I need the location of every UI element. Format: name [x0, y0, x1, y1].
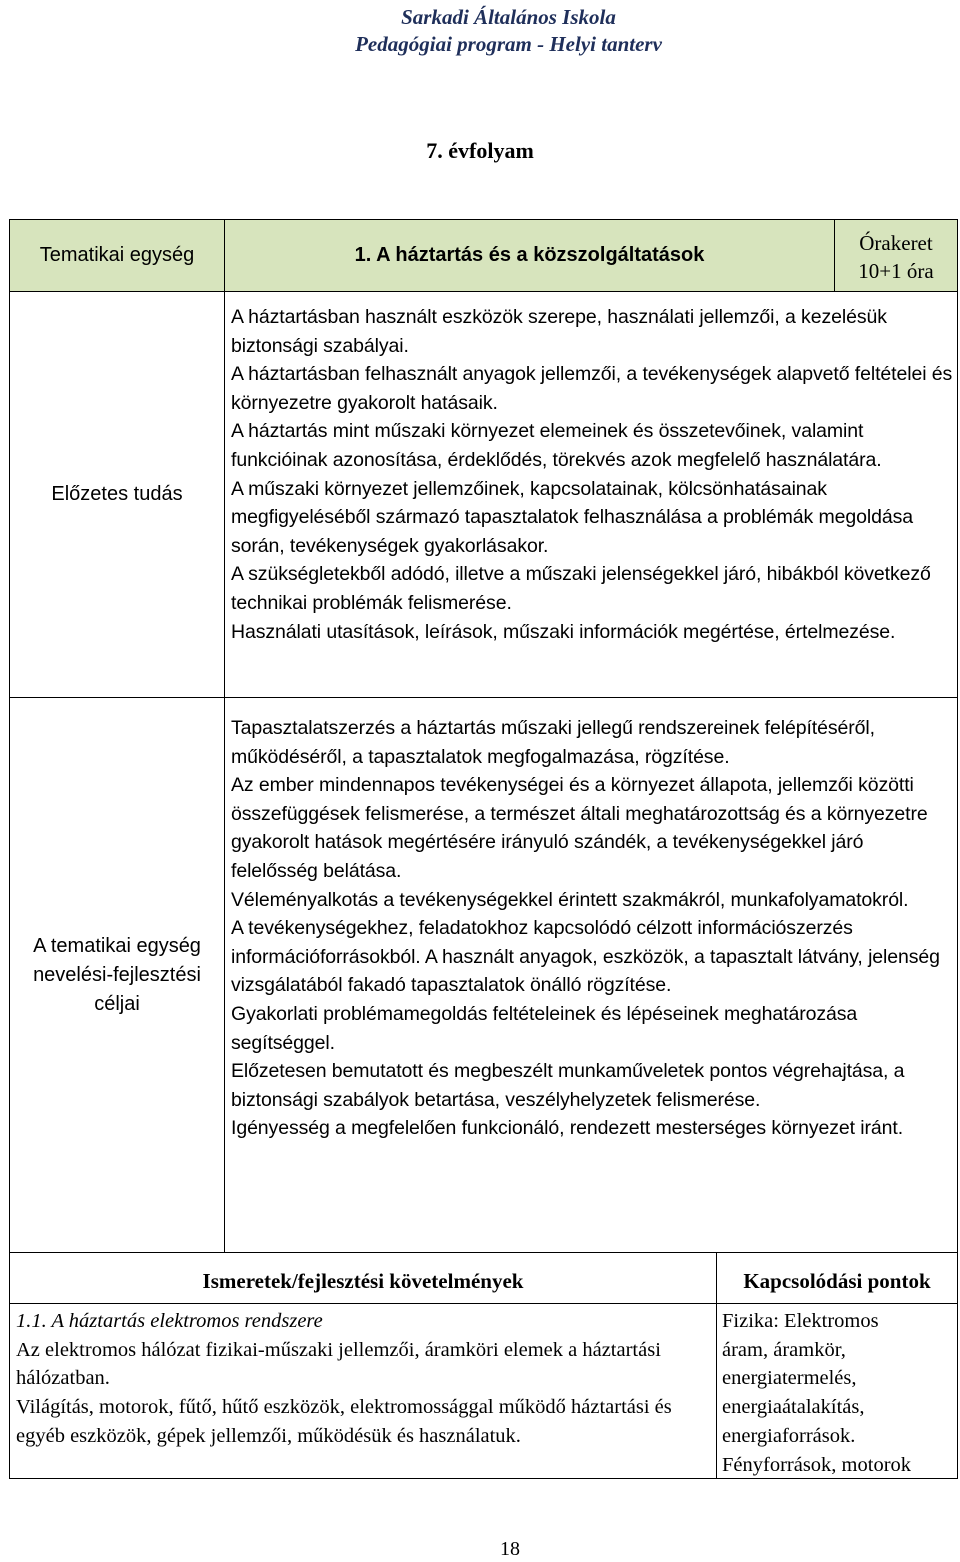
connections-header-cell — [717, 1264, 957, 1298]
page-number: 18 — [500, 1538, 520, 1560]
prior-knowledge-paragraph: Használati utasítások, leírások, műszaki információk megértése, értelmezése. — [231, 620, 896, 643]
grade-title: 7. évfolyam — [426, 138, 534, 163]
goals-label-line: céljai — [94, 993, 140, 1015]
goals-paragraph: Igényesség a megfelelően funkcionáló, rendezett mesterséges környezet iránt. — [231, 1117, 904, 1140]
connections-line: energiatermelés, — [722, 1367, 857, 1390]
connections-line: áram, áramkör, — [722, 1338, 846, 1361]
goals-label-line: A tematikai egység — [33, 935, 201, 957]
goals-paragraph: A tevékenységekhez, feladatokhoz kapcsolódó célzott információszerzés információforrásokból. A használt anyagok, eszközök, a tapasztalt látvány, jelenség vizsgálatából fakadó tapasztalatok önálló rögzítése. — [231, 917, 940, 997]
prior-knowledge-label: Előzetes tudás — [51, 483, 183, 505]
goals-paragraph: Tapasztalatszerzés a háztartás műszaki jellegű rendszereinek felépítéséről, működéséről, a tapasztalatok megfogalmazása, rögzítése. — [231, 717, 875, 768]
connections-line: Fizika: Elektromos — [722, 1310, 879, 1332]
unit-label: Tematikai egység — [39, 244, 195, 266]
column-divider — [224, 220, 225, 1252]
prior-knowledge-paragraph: A háztartásban használt eszközök szerepe, használati jellemzői, a kezelésük biztonsági szabályai. — [231, 306, 887, 357]
hours-label: Órakeret — [859, 230, 933, 255]
requirements-content — [16, 1307, 708, 1451]
requirements-table — [9, 1252, 958, 1479]
goals-paragraph: Gyakorlati problémamegoldás feltételeinek és lépéseinek meghatározása segítséggel. — [231, 1002, 858, 1054]
curriculum-table — [9, 219, 958, 1253]
prior-knowledge-paragraph: A műszaki környezet jellemzőinek, kapcsolatainak, kölcsönhatásainak megfigyeléséből származó tapasztalatok felhasználása a problémák megoldása során, tevékenységek gyakorlásakor. — [231, 477, 913, 557]
connections-header: Kapcsolódási pontok — [743, 1268, 931, 1293]
prior-knowledge-paragraph: A háztartás mint műszaki környezet elemeinek és összetevőinek, valamint funkcióinak azonosítása, érdeklődés, törekvés azok megfelelő használatára. — [231, 420, 882, 471]
program-title: Pedagógiai program - Helyi tanterv — [355, 32, 662, 56]
prior-knowledge-paragraph: A háztartásban felhasznált anyagok jellemzői, a tevékenységek alapvető feltételei és környezetre gyakorolt hatásaik. — [231, 363, 953, 414]
connections-content — [722, 1307, 956, 1479]
requirements-paragraph: Világítás, motorok, fűtő, hűtő eszközök, elektromossággal működő háztartási és egyéb eszközök, gépek jellemzői, működésük és használatuk. — [16, 1396, 672, 1447]
requirements-paragraph: Az elektromos hálózat fizikai-műszaki jellemzői, áramköri elemek a háztartási hálózatban. — [16, 1338, 661, 1390]
hours-cell — [835, 222, 957, 291]
goals-paragraph: Az ember mindennapos tevékenységei és a környezet állapota, jellemzői közötti összefüggések felismerése, a természet általi meghatározottság és a környezetre gyakorolt hatások megértésére irányuló szándék, a tevékenységekkel járó felelősség belátása. — [231, 774, 928, 882]
goals-paragraph: Véleményalkotás a tevékenységekkel érintett szakmákról, munkafolyamatokról. — [231, 888, 909, 911]
unit-title-cell — [225, 220, 834, 291]
school-name: Sarkadi Általános Iskola — [401, 5, 616, 29]
goals-label-cell — [10, 698, 224, 1253]
row-divider — [10, 1303, 957, 1304]
prior-knowledge-label-cell — [10, 292, 224, 697]
prior-knowledge-paragraph: A szükségletekből adódó, illetve a műszaki jelenségekkel járó, hibákból következő technikai problémák felismerése. — [231, 563, 931, 614]
connections-line: energiaforrások. — [722, 1424, 856, 1447]
prior-knowledge-content — [231, 303, 953, 646]
hours-value: 10+1 óra — [858, 258, 934, 283]
connections-line: Fényforrások, motorok — [722, 1453, 912, 1476]
document-header — [0, 4, 960, 58]
section-title: 1.1. A háztartás elektromos rendszere — [16, 1310, 323, 1332]
unit-title: 1. A háztartás és a közszolgáltatások — [354, 244, 705, 266]
connections-line: energiaátalakítás, — [722, 1396, 865, 1419]
goals-paragraph: Előzetesen bemutatott és megbeszélt munkaműveletek pontos végrehajtása, a biztonsági szabályok betartása, veszélyhelyzetek felismerése. — [231, 1060, 905, 1111]
goals-content — [231, 714, 953, 1143]
requirements-header-cell — [10, 1264, 716, 1298]
requirements-header: Ismeretek/fejlesztési követelmények — [202, 1268, 524, 1293]
unit-label-cell — [10, 220, 224, 291]
goals-label-line: nevelési-fejlesztési — [33, 964, 201, 986]
